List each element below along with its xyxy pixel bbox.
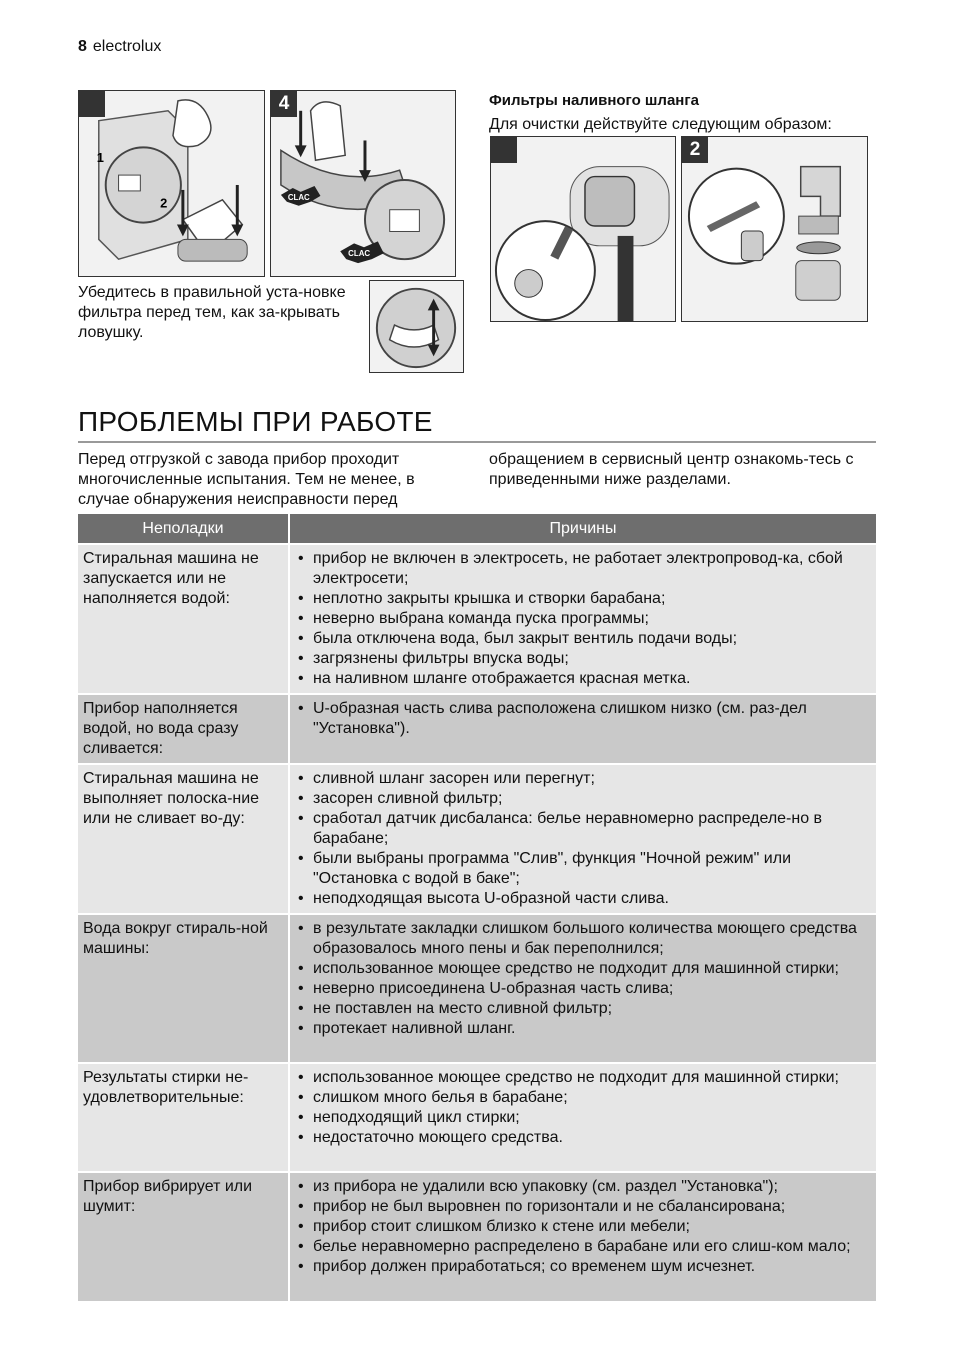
filter-caption: Убедитесь в правильной уста-новке фильтра перед тем, как за-крывать ловушку. [78,284,346,341]
table-row [78,544,876,694]
intro-text-right: обращением в сервисный центр ознакомь-тесь с приведенными ниже разделами. [489,451,854,488]
table-row [78,1172,876,1301]
cause-item: • прибор должен приработаться; со временем шум исчезнет. [295,1257,870,1277]
causes-list [295,699,870,739]
cause-item: • не поставлен на место сливной фильтр; [295,999,870,1019]
page-header [78,38,161,56]
step-label-1: 1 [96,150,104,166]
causes-list [295,769,870,909]
cause-item: • были выбраны программа "Слив", функция "Ночной режим" или "Остановка с водой в баке"; [295,849,870,889]
inlet-filter-1-illustration [491,137,675,321]
problem-cell: Стиральная машина не запускается или не наполняется водой: [78,544,289,694]
cause-item: • U-образная часть слива расположена слишком низко (см. раз-дел "Установка"). [295,699,870,739]
cause-item: • в результате закладки слишком большого количества моющего средства образовалось много пены и бак переполнился; [295,919,870,959]
figure-badge [79,91,105,117]
intro-text-left: Перед отгрузкой с завода прибор проходит многочисленные испытания. Тем не менее, в случае обнаружения неисправности перед [78,451,415,508]
cause-item: • использованное моющее средство не подходит для машинной стирки; [295,1068,870,1088]
causes-cell [289,1063,876,1172]
inlet-filters-text: Для очистки действуйте следующим образом: [489,116,832,133]
table-header-row [78,514,876,544]
cause-item: • неверно выбрана команда пуска программы; [295,609,870,629]
causes-list [295,1177,870,1277]
troubleshooting-table [78,514,876,1301]
cause-item: • недостаточно моющего средства. [295,1128,870,1148]
cause-item: • неподходящий цикл стирки; [295,1108,870,1128]
cause-item: • была отключена вода, был закрыт вентиль подачи воды; [295,629,870,649]
figure-badge [491,137,517,163]
causes-cell [289,764,876,914]
inlet-filter-2-illustration [682,137,867,321]
header-problems: Неполадки [78,514,289,544]
clac-label-2: CLAC [348,249,371,259]
clac-label-1: CLAC [287,192,310,202]
cause-item: • белье неравномерно распределено в барабане или его слиш-ком мало; [295,1237,870,1257]
figure-filter-orientation [369,280,464,373]
problem-cell: Прибор вибрирует или шумит: [78,1172,289,1301]
problem-cell: Прибор наполняется водой, но вода сразу сливается: [78,694,289,764]
figure-inlet-filter-1 [490,136,676,322]
cause-item: • прибор не включен в электросеть, не работает электропровод-ка, сбой электросети; [295,549,870,589]
problem-cell: Результаты стирки не-удовлетворительные: [78,1063,289,1172]
header-causes: Причины [289,514,876,544]
table-row [78,694,876,764]
inlet-filters-title: Фильтры наливного шланга [489,92,699,109]
cause-item: • использованное моющее средство не подходит для машинной стирки; [295,959,870,979]
causes-cell [289,544,876,694]
cause-item: • неплотно закрыты крышка и створки барабана; [295,589,870,609]
cause-item: • сливной шланг засорен или перегнут; [295,769,870,789]
cause-item: • неподходящая высота U-образной части слива. [295,889,870,909]
figure-filter-removal [78,90,265,277]
table-row [78,1063,876,1172]
figure-inlet-filter-2 [681,136,868,322]
causes-list [295,1068,870,1148]
table-row [78,914,876,1063]
figure-filter-insert [270,90,456,277]
filter-insert-illustration [271,91,455,276]
cause-item: • слишком много белья в барабане; [295,1088,870,1108]
cause-item: • загрязнены фильтры впуска воды; [295,649,870,669]
cause-item: • неверно присоединена U-образная часть слива; [295,979,870,999]
causes-cell [289,1172,876,1301]
cause-item: • на наливном шланге отображается красная метка. [295,669,870,689]
cause-item: • протекает наливной шланг. [295,1019,870,1039]
cause-item: • из прибора не удалили всю упаковку (см. раздел "Установка"); [295,1177,870,1197]
filter-orientation-illustration [370,281,463,372]
causes-cell [289,694,876,764]
brand-name: electrolux [92,38,162,55]
page-number: 8 [78,38,87,55]
cause-item: • сработал датчик дисбаланса: белье неравномерно распределе-но в барабане; [295,809,870,849]
step-label-2: 2 [160,195,168,211]
cause-item: • прибор стоит слишком близко к стене или мебели; [295,1217,870,1237]
cause-item: • прибор не был выровнен по горизонтали и не сбалансирована; [295,1197,870,1217]
causes-list [295,549,870,689]
problem-cell: Стиральная машина не выполняет полоска-ние или не сливает во-ду: [78,764,289,914]
section-title: ПРОБЛЕМЫ ПРИ РАБОТЕ [78,406,433,437]
filter-removal-illustration [79,91,264,276]
figure-badge-2: 2 [682,137,708,163]
cause-item: • засорен сливной фильтр; [295,789,870,809]
section-divider [78,441,876,443]
causes-list [295,919,870,1039]
figure-badge-4: 4 [271,91,297,117]
table-row [78,764,876,914]
problem-cell: Вода вокруг стираль-ной машины: [78,914,289,1063]
causes-cell [289,914,876,1063]
